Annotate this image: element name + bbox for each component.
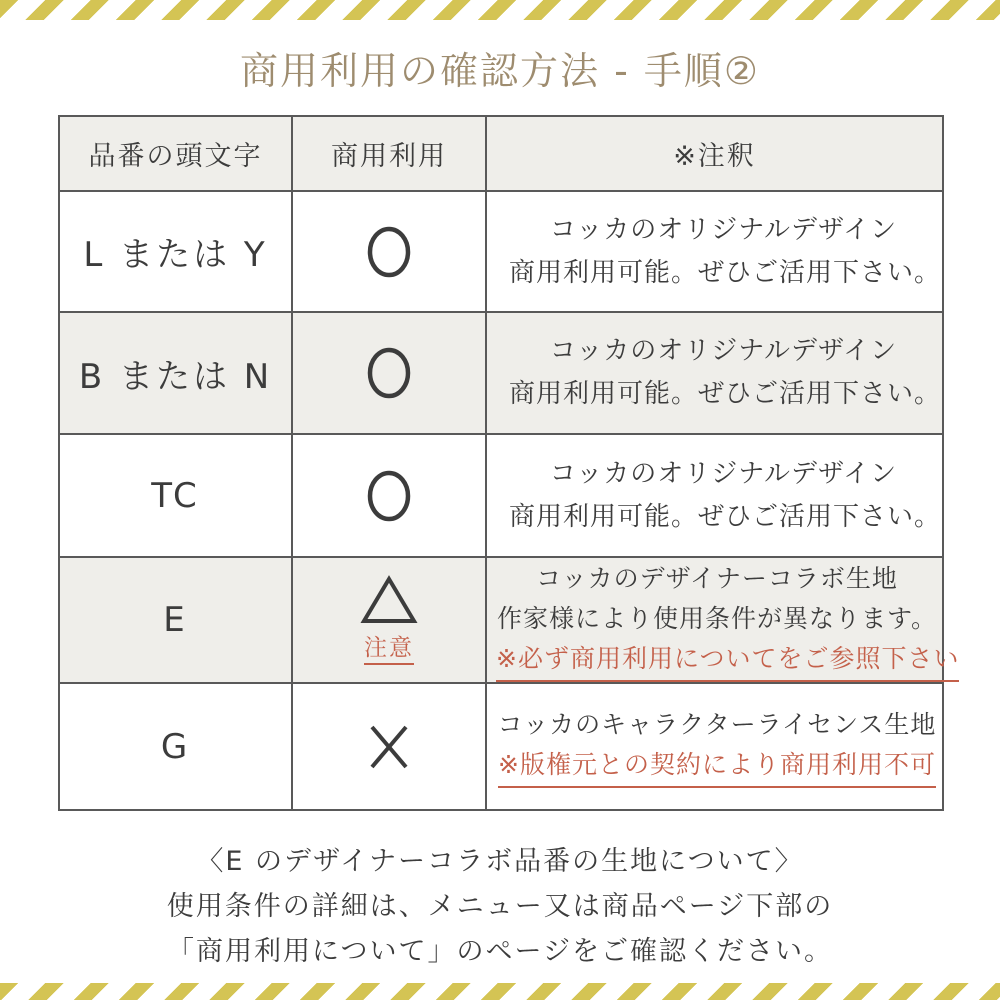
circle-icon xyxy=(293,347,485,399)
circle-icon xyxy=(293,226,485,278)
page-title: 商用利用の確認方法 - 手順② xyxy=(240,49,760,93)
note-cell xyxy=(486,434,943,557)
warning-note: ※版権元との契約により商用利用不可 xyxy=(496,745,938,788)
header-prefix: 品番の頭文字 xyxy=(59,116,292,191)
bottom-stripe-border xyxy=(0,983,1000,1000)
note-cell xyxy=(486,191,943,312)
note-line: 商用利用可能。ぜひご活用下さい。 xyxy=(509,501,942,532)
table-header-row xyxy=(59,116,943,191)
table-row xyxy=(59,434,943,557)
note-line: 作家様により使用条件が異なります。 xyxy=(496,603,937,633)
cross-icon xyxy=(293,722,485,772)
note-line: 商用利用可能。ぜひご活用下さい。 xyxy=(509,379,942,409)
note-cell xyxy=(486,683,943,810)
prefix-cell: L または Y xyxy=(59,191,292,312)
symbol-cell xyxy=(292,557,486,683)
symbol-cell xyxy=(292,434,486,557)
symbol-cell xyxy=(292,683,486,810)
note-line: コッカのオリジナルデザイン xyxy=(549,214,898,245)
prefix-cell: B または N xyxy=(59,312,292,434)
note-line: コッカのキャラクターライセンス生地 xyxy=(497,710,937,739)
symbol-cell xyxy=(292,312,486,434)
table-row xyxy=(59,312,943,434)
caution-label: 注意 xyxy=(364,629,414,665)
note-line: 商用利用可能。ぜひご活用下さい。 xyxy=(509,257,942,288)
table-row xyxy=(59,683,943,810)
prefix-cell: E xyxy=(59,557,292,683)
top-stripe-border xyxy=(0,0,1000,20)
header-commercial-use: 商用利用 xyxy=(292,116,486,191)
footer-line: 使用条件の詳細は、メニュー又は商品ページ下部の xyxy=(166,891,834,922)
table-row xyxy=(59,191,943,312)
footer-line: 〈E のデザイナーコラボ品番の生地について〉 xyxy=(196,846,804,877)
note-cell xyxy=(486,312,943,434)
triangle-icon xyxy=(360,575,418,625)
note-line: コッカのデザイナーコラボ生地 xyxy=(536,563,898,593)
symbol-cell xyxy=(292,191,486,312)
note-cell xyxy=(486,557,960,683)
footer-line: 「商用利用について」のページをご確認ください。 xyxy=(167,936,833,967)
note-line: コッカのオリジナルデザイン xyxy=(549,336,898,366)
commercial-use-table xyxy=(58,115,960,811)
footer-note xyxy=(0,839,1000,974)
note-line: コッカのオリジナルデザイン xyxy=(549,458,898,489)
header-notes: ※注釈 xyxy=(486,116,943,191)
prefix-cell: TC xyxy=(59,434,292,557)
prefix-cell: G xyxy=(59,683,292,810)
table-row xyxy=(59,557,943,683)
warning-note: ※必ず商用利用についてをご参照下さい xyxy=(496,639,938,682)
circle-icon xyxy=(293,470,485,522)
